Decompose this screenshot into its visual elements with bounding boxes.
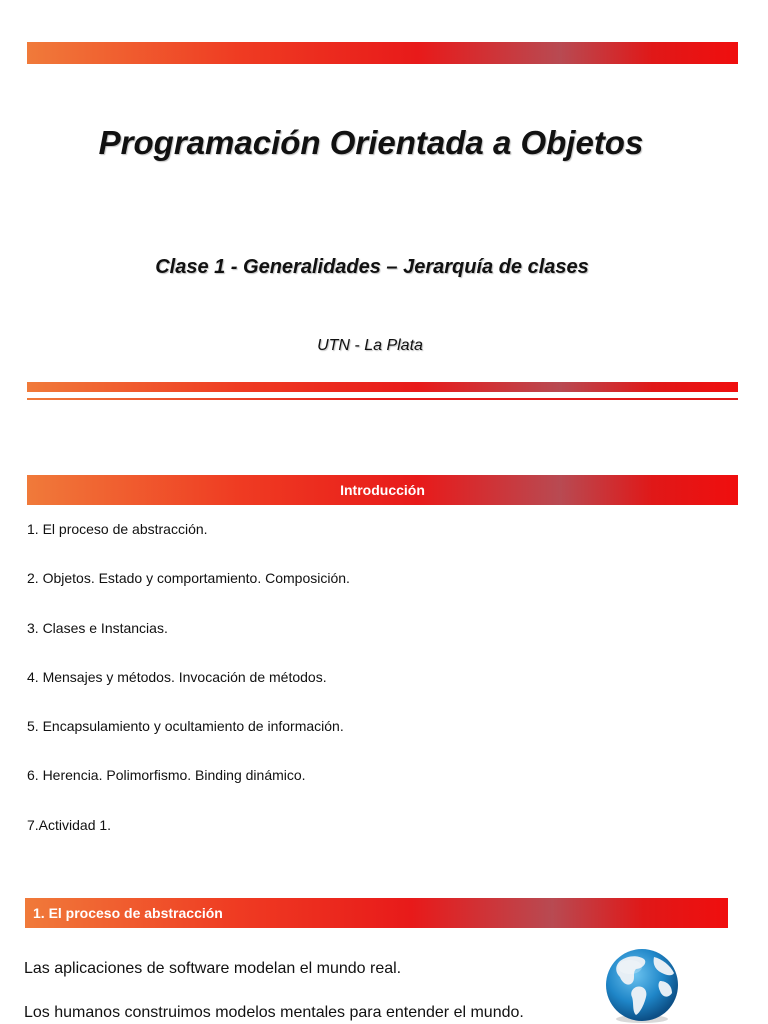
top-decorative-bar bbox=[27, 42, 738, 64]
document-subtitle: Clase 1 - Generalidades – Jerarquía de clases bbox=[155, 256, 589, 278]
body-paragraph: Las aplicaciones de software modelan el mundo real. bbox=[24, 960, 402, 977]
toc-item: 6. Herencia. Polimorfismo. Binding dinámico. bbox=[27, 767, 306, 784]
document-title: Programación Orientada a Objetos bbox=[98, 124, 644, 161]
intro-section-header: Introducción bbox=[27, 475, 738, 505]
toc-item: 5. Encapsulamiento y ocultamiento de información. bbox=[27, 718, 344, 735]
globe-icon bbox=[602, 947, 682, 1024]
table-of-contents bbox=[27, 518, 350, 863]
divider-bar bbox=[27, 382, 738, 392]
body-paragraph: Los humanos construimos modelos mentales para entender el mundo. bbox=[24, 1004, 524, 1021]
divider-line bbox=[27, 398, 738, 400]
institution-label: UTN - La Plata bbox=[317, 337, 423, 354]
abstraction-section-header: 1. El proceso de abstracción bbox=[25, 898, 728, 928]
toc-item: 1. El proceso de abstracción. bbox=[27, 521, 208, 537]
toc-item: 4. Mensajes y métodos. Invocación de métodos. bbox=[27, 668, 327, 685]
toc-item: 2. Objetos. Estado y comportamiento. Composición. bbox=[27, 570, 350, 587]
toc-item: 3. Clases e Instancias. bbox=[27, 619, 168, 636]
toc-item: 7.Actividad 1. bbox=[27, 816, 112, 833]
